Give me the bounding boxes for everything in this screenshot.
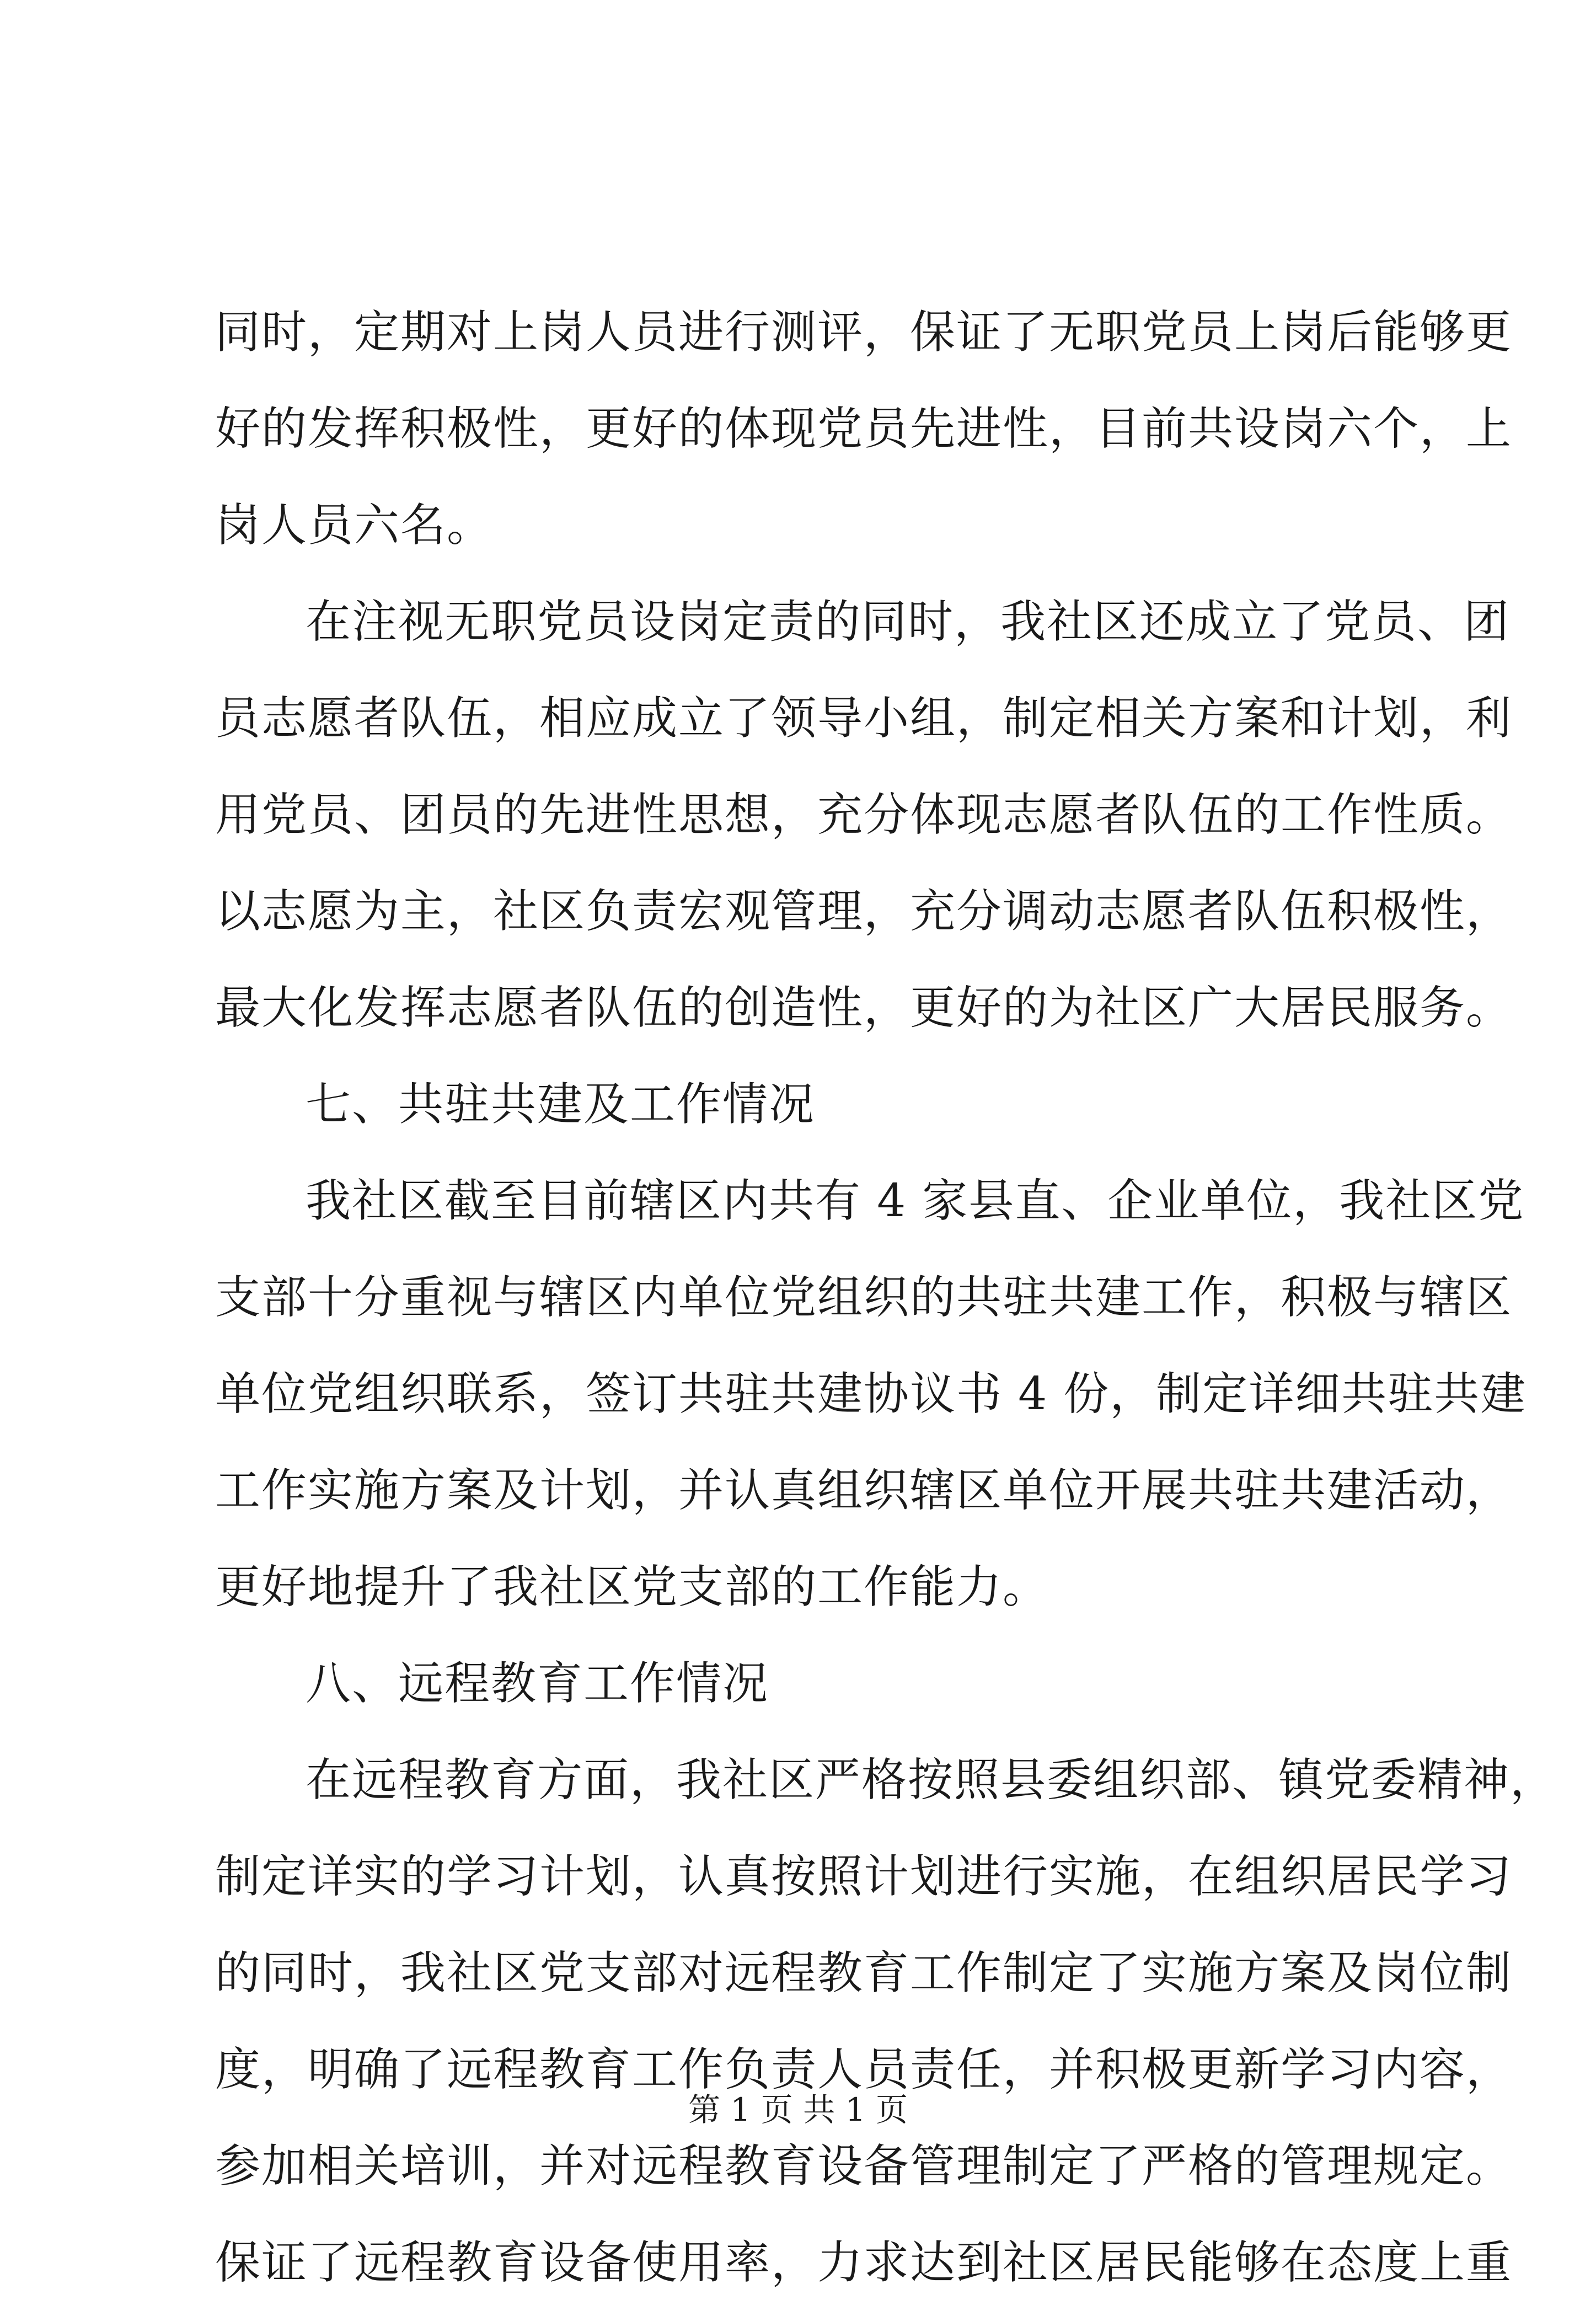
text-line: 工作实施方案及计划，并认真组织辖区单位开展共驻共建活动， <box>215 1464 1513 1517</box>
text-line: 以志愿为主，社区负责宏观管理，充分调动志愿者队伍积极性， <box>215 885 1513 938</box>
page-number-footer: 第 1 页 共 1 页 <box>688 2091 908 2128</box>
text-line: 员志愿者队伍，相应成立了领导小组，制定相关方案和计划，利 <box>215 692 1513 745</box>
text-line: 同时，定期对上岗人员进行测评，保证了无职党员上岗后能够更 <box>215 306 1513 359</box>
text-line: 支部十分重视与辖区内单位党组织的共驻共建工作，积极与辖区 <box>215 1271 1513 1324</box>
text-line: 保证了远程教育设备使用率，力求达到社区居民能够在态度上重 <box>215 2237 1513 2289</box>
text-line: 制定详实的学习计划，认真按照计划进行实施，在组织居民学习 <box>215 1850 1513 1903</box>
text-line: 岗人员六名。 <box>215 499 494 552</box>
text-line: 最大化发挥志愿者队伍的创造性，更好的为社区广大居民服务。 <box>215 982 1513 1034</box>
document-body <box>215 284 1557 2311</box>
text-line: 用党员、团员的先进性思想，充分体现志愿者队伍的工作性质。 <box>215 789 1513 841</box>
text-line: 更好地提升了我社区党支部的工作能力。 <box>215 1561 1049 1613</box>
text-line: 我社区截至目前辖区内共有 4 家县直、企业单位，我社区党 <box>306 1175 1525 1227</box>
text-line: 好的发挥积极性，更好的体现党员先进性，目前共设岗六个，上 <box>215 403 1513 455</box>
section-heading: 八、远程教育工作情况 <box>306 1657 769 1710</box>
text-line: 在注视无职党员设岗定责的同时，我社区还成立了党员、团 <box>306 596 1511 648</box>
text-line: 的同时，我社区党支部对远程教育工作制定了实施方案及岗位制 <box>215 1947 1513 1999</box>
text-line: 单位党组织联系，签订共驻共建协议书 4 份，制定详细共驻共建 <box>215 1368 1527 1420</box>
text-line: 参加相关培训，并对远程教育设备管理制定了严格的管理规定。 <box>215 2140 1513 2192</box>
text-line: 在远程教育方面，我社区严格按照县委组织部、镇党委精神， <box>306 1754 1557 1806</box>
text-line: 度，明确了远程教育工作负责人员责任，并积极更新学习内容， <box>215 2043 1513 2096</box>
section-heading: 七、共驻共建及工作情况 <box>306 1078 816 1131</box>
